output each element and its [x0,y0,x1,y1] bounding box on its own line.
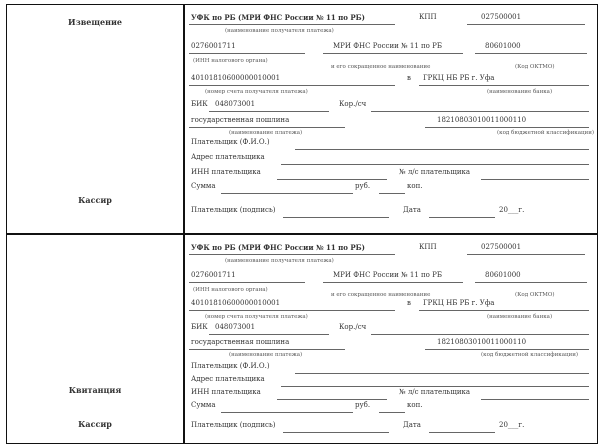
bank-name-bottom: ГРКЦ НБ РБ г. Уфа [423,299,495,307]
bank-name: ГРКЦ НБ РБ г. Уфа [423,74,495,82]
payment-caption-bottom: (наименование платежа) [229,352,303,358]
payment-caption: (наименование платежа) [229,130,303,136]
rub-label-bottom: руб. [355,401,371,409]
account-number-bottom: 40101810600000010001 [191,299,281,307]
account-number: 40101810600000010001 [191,74,281,82]
duty-label-bottom: государственная пошлина [191,338,290,346]
address-label-bottom: Адрес плательщика [191,375,265,383]
tax-caption-bottom: и его сокращенное наименование [331,292,431,298]
address-label: Адрес плательщика [191,153,265,161]
cashier-label-bottom: Кассир [78,419,112,429]
account-payer-label: № л/с плательщика [399,168,471,176]
sum-label-bottom: Сумма [191,401,216,409]
recipient-name: УФК по РБ (МРИ ФНС России № 11 по РБ) [191,13,365,22]
kbk-value-bottom: 18210803010011000110 [437,338,527,346]
notice-fields [185,5,597,233]
notice-left-column [7,5,185,233]
oktmo-value: 80601000 [485,42,521,50]
receipt-left-column [7,235,185,443]
inn-value: 0276001711 [191,42,236,50]
receipt-fields [185,235,597,443]
payer-label-bottom: Плательщик (Ф.И.О.) [191,362,270,370]
kop-label-bottom: коп. [407,401,423,409]
signature-label: Плательщик (подпись) [191,206,276,214]
mri-name-bottom: МРИ ФНС России № 11 по РБ [333,271,442,279]
kpp-value-bottom: 027500001 [481,243,522,251]
inn-caption: (ИНН налогового органа) [193,58,268,64]
receipt-form [6,234,598,444]
date-label-bottom: Дата [403,421,421,429]
oktmo-value-bottom: 80601000 [485,271,521,279]
korr-label-bottom: Кор./сч [339,323,367,331]
duty-label: государственная пошлина [191,116,290,124]
kop-label: коп. [407,182,423,190]
kbk-caption: (код бюджетной классификации) [497,130,595,136]
inn-payer-label: ИНН плательщика [191,168,261,176]
bik-value: 048073001 [215,100,256,108]
notice-form [6,4,598,234]
inn-caption-bottom: (ИНН налогового органа) [193,287,268,293]
bik-value-bottom: 048073001 [215,323,256,331]
mri-name: МРИ ФНС России № 11 по РБ [333,42,442,50]
kpp-label-bottom: КПП [419,243,437,251]
recipient-caption-bottom: (наименование получателя платежа) [225,258,334,264]
bank-caption-bottom: (наименование банка) [487,314,553,320]
bank-caption: (наименование банка) [487,89,553,95]
date-label: Дата [403,206,421,214]
payer-label: Плательщик (Ф.И.О.) [191,138,270,146]
sum-label: Сумма [191,182,216,190]
signature-label-bottom: Плательщик (подпись) [191,421,276,429]
kpp-value: 027500001 [481,13,522,21]
tax-caption: и его сокращенное наименование [331,64,431,70]
account-payer-label-bottom: № л/с плательщика [399,388,471,396]
receipt-label: Квитанция [68,385,122,395]
bik-label: БИК [191,100,208,108]
notice-label: Извещение [68,17,122,27]
year-label: 20___г. [499,206,525,214]
inn-payer-label-bottom: ИНН плательщика [191,388,261,396]
kpp-label: КПП [419,13,437,21]
oktmo-caption: (Код ОКТМО) [515,64,555,70]
rub-label: руб. [355,182,371,190]
korr-label: Кор./сч [339,100,367,108]
account-caption-bottom: (номер счета получателя платежа) [205,314,308,320]
kbk-caption-bottom: (код бюджетной классификации) [481,352,579,358]
year-label-bottom: 20___г. [499,421,525,429]
account-caption: (номер счета получателя платежа) [205,89,308,95]
v-label-bottom: в [407,299,411,307]
recipient-name-bottom: УФК по РБ (МРИ ФНС России № 11 по РБ) [191,243,365,252]
v-label: в [407,74,411,82]
kbk-value: 18210803010011000110 [437,116,527,124]
recipient-caption: (наименование получателя платежа) [225,28,334,34]
oktmo-caption-bottom: (Код ОКТМО) [515,292,555,298]
bik-label-bottom: БИК [191,323,208,331]
cashier-label: Кассир [78,195,112,205]
inn-value-bottom: 0276001711 [191,271,236,279]
